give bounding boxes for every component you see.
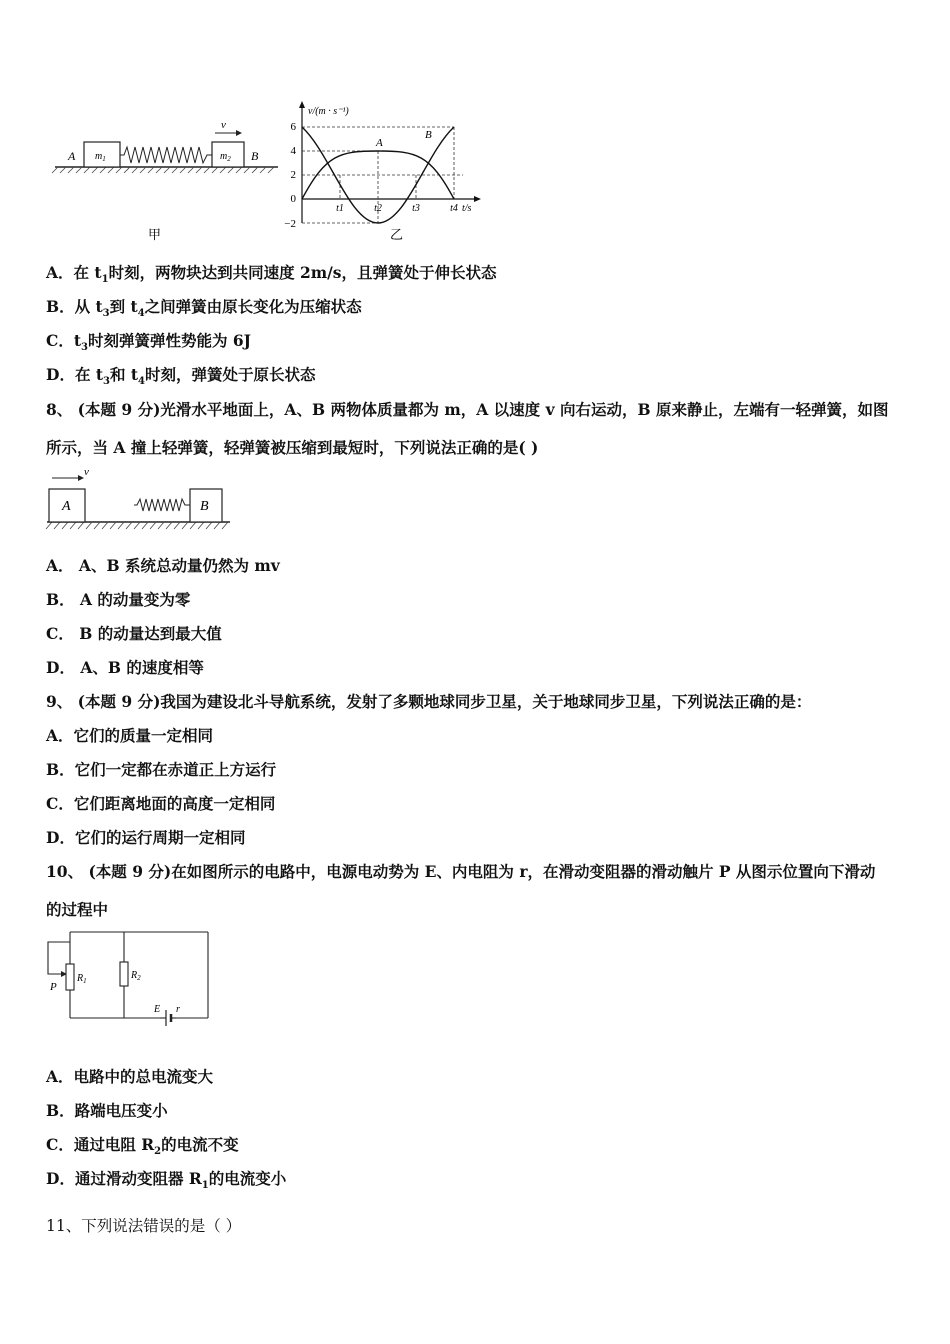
q7-option-a: A．在 $t_1$时刻，两物块达到共同速度 2m/s，且弹簧处于伸长状态 (46, 263, 497, 286)
svg-text:A: A (62, 499, 71, 514)
q7-figure-jia (50, 115, 285, 245)
x-axis-label: t/s (462, 203, 472, 214)
q9-option-a: A．它们的质量一定相同 (46, 726, 214, 745)
svg-text:v: v (84, 466, 89, 478)
curve-label-b: B (425, 129, 432, 141)
q10-stem-line1: 10、 (本题 9 分)在如图所示的电路中，电源电动势为 E、内电阻为 r，在滑动变阻器的滑动触片 P 从图示位置向下滑动 (46, 862, 876, 881)
q8-option-d: D． A、B 的速度相等 (46, 658, 204, 677)
q7-figure-yi (278, 98, 498, 248)
x-tick: t4 (450, 203, 458, 214)
svg-text:A: A (68, 149, 76, 163)
resistor-r1 (66, 964, 74, 990)
svg-text:r: r (176, 1004, 180, 1015)
y-tick: 0 (290, 193, 296, 205)
q10-option-b: B．路端电压变小 (46, 1101, 168, 1120)
svg-text:m1: $m_1$ (95, 151, 106, 163)
q9-option-c: C．它们距离地面的高度一定相同 (46, 794, 276, 813)
q10-option-c: C．通过电阻 $R_2$的电流不变 (46, 1135, 239, 1158)
y-tick: 4 (290, 145, 296, 157)
y-tick: 2 (290, 169, 296, 181)
q8-option-b: B． A 的动量变为零 (46, 590, 191, 609)
q8-stem-line1: 8、 (本题 9 分)光滑水平地面上，A、B 两物体质量都为 m，A 以速度 v 向右运动，B 原来静止，左端有一轻弹簧，如图 (46, 400, 889, 419)
resistor-r2 (120, 962, 128, 986)
x-tick: t1 (336, 203, 344, 214)
q8-stem-line2: 所示，当 A 撞上轻弹簧，轻弹簧被压缩到最短时，下列说法正确的是( ) (46, 438, 539, 457)
q10-circuit (44, 926, 216, 1026)
svg-text:B: B (200, 499, 209, 514)
y-tick: −2 (284, 218, 296, 230)
spring (120, 147, 212, 163)
y-tick: 6 (290, 121, 296, 133)
y-axis-label: v/(m · s⁻¹) (308, 106, 349, 117)
q8-option-c: C． B 的动量达到最大值 (46, 624, 222, 643)
label-jia: 甲 (148, 227, 162, 242)
q9-option-d: D．它们的运行周期一定相同 (46, 828, 246, 847)
svg-text:E: E (154, 1004, 161, 1015)
svg-text:R2: $R_2$ (131, 970, 141, 982)
q8-option-a: A． A、B 系统总动量仍然为 mv (46, 556, 280, 575)
q10-stem-line2: 的过程中 (46, 900, 109, 919)
q8-figure (44, 464, 234, 536)
q11-stem: 11、下列说法错误的是（ ） (46, 1217, 242, 1235)
q9-stem: 9、 (本题 9 分)我国为建设北斗导航系统，发射了多颗地球同步卫星，关于地球同步卫星，下列说法正确的是： (46, 692, 812, 711)
q7-option-d: D．在 $t_3$和 $t_4$时刻，弹簧处于原长状态 (46, 365, 316, 388)
label-yi: 乙 (390, 227, 404, 242)
svg-text:P: P (50, 981, 57, 993)
spring (134, 499, 190, 511)
x-tick: t3 (412, 203, 420, 214)
svg-text:m2: $m_2$ (220, 151, 231, 163)
q7-option-c: C．$t_3$时刻弹簧弹性势能为 6J (46, 331, 251, 354)
q9-option-b: B．它们一定都在赤道正上方运行 (46, 760, 277, 779)
curve-label-a: A (376, 137, 383, 149)
svg-text:B: B (251, 149, 259, 163)
x-tick: t2 (374, 203, 382, 214)
svg-text:v: v (221, 119, 226, 131)
q10-option-d: D．通过滑动变阻器 $R_1$的电流变小 (46, 1169, 287, 1192)
q10-option-a: A．电路中的总电流变大 (46, 1067, 214, 1086)
q7-option-b: B．从 $t_3$到 $t_4$之间弹簧由原长变化为压缩状态 (46, 297, 362, 320)
svg-text:R1: $R_1$ (77, 973, 87, 985)
